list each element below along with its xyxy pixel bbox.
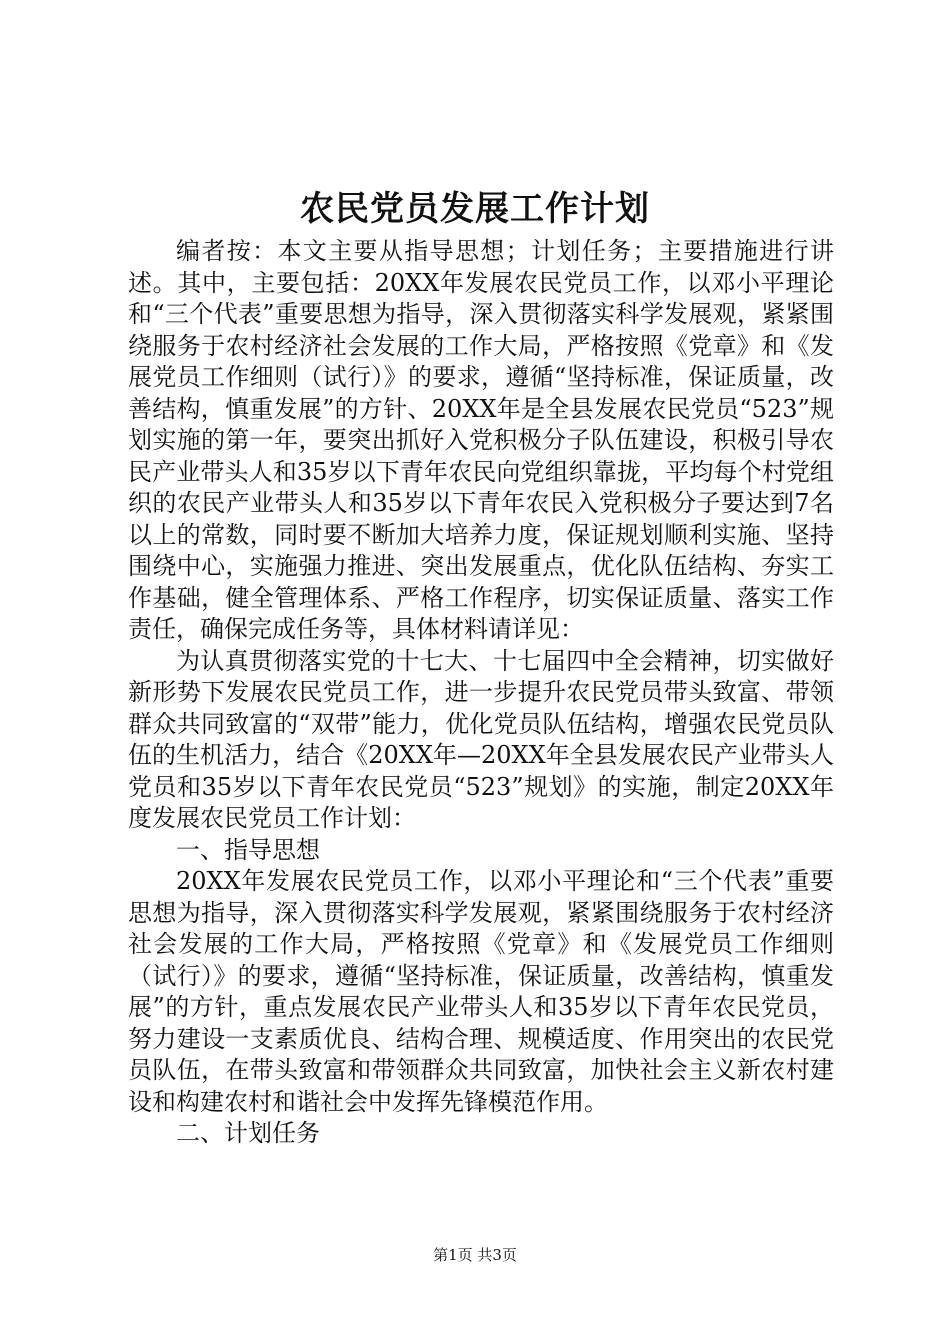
section-heading-guiding-ideology: 一、指导思想 [176,835,320,864]
page-title: 农民党员发展工作计划 [300,189,650,229]
paragraph-editor-note: 编者按：本文主要从指导思想；计划任务；主要措施进行讲述。其中，主要包括：20XX年发展农民党员工作，以邓小平理论和“三个代表”重要思想为指导，深入贯彻落实科学发展观，紧紧围绕服务于农村经济社会发展的工作大局，严格按照《党章》和《发展党员工作细则（试行）》的要求，遵循“坚持标准，保证质量，改善结构，慎重发展”的方针、20XX年是全县发展农民党员“523”规划实施的第一年，要突出抓好入党积极分子队伍建设，积极引导农民产业带头人和35岁以下青年农民向党组织靠拢，平均每个村党组织的农民产业带头人和35岁以下青年农民入党积极分子要达到7名以上的常数，同时要不断加大培养力度，保证规划顺利实施、坚持围绕中心，实施强力推进、突出发展重点，优化队伍结构、夯实工作基础，健全管理体系、严格工作程序，切实保证质量、落实工作责任，确保完成任务等，具体材料请详见： [128,237,834,643]
document-body [128,236,834,1150]
paragraph-guiding-ideology: 20XX年发展农民党员工作，以邓小平理论和“三个代表”重要思想为指导，深入贯彻落实科学发展观，紧紧围绕服务于农村经济社会发展的工作大局，严格按照《党章》和《发展党员工作细则（试行）》的要求，遵循“坚持标准，保证质量，改善结构，慎重发展”的方针，重点发展农民产业带头人和35岁以下青年农民党员，努力建设一支素质优良、结构合理、规模适度、作用突出的农民党员队伍，在带头致富和带领群众共同致富，加快社会主义新农村建设和构建农村和谐社会中发挥先锋模范作用。 [128,867,834,1116]
section-heading-plan-tasks: 二、计划任务 [176,1119,320,1147]
page-footer: 第1页 共3页 [433,1246,517,1264]
paragraph-intro: 为认真贯彻落实党的十七大、十七届四中全会精神，切实做好新形势下发展农民党员工作，进一步提升农民党员带头致富、带领群众共同致富的“双带”能力，优化党员队伍结构，增强农民党员队伍的生机活力，结合《20XX年—20XX年全县发展农民产业带头人党员和35岁以下青年农民党员“523”规划》的实施，制定20XX年度发展农民党员工作计划： [128,646,834,832]
